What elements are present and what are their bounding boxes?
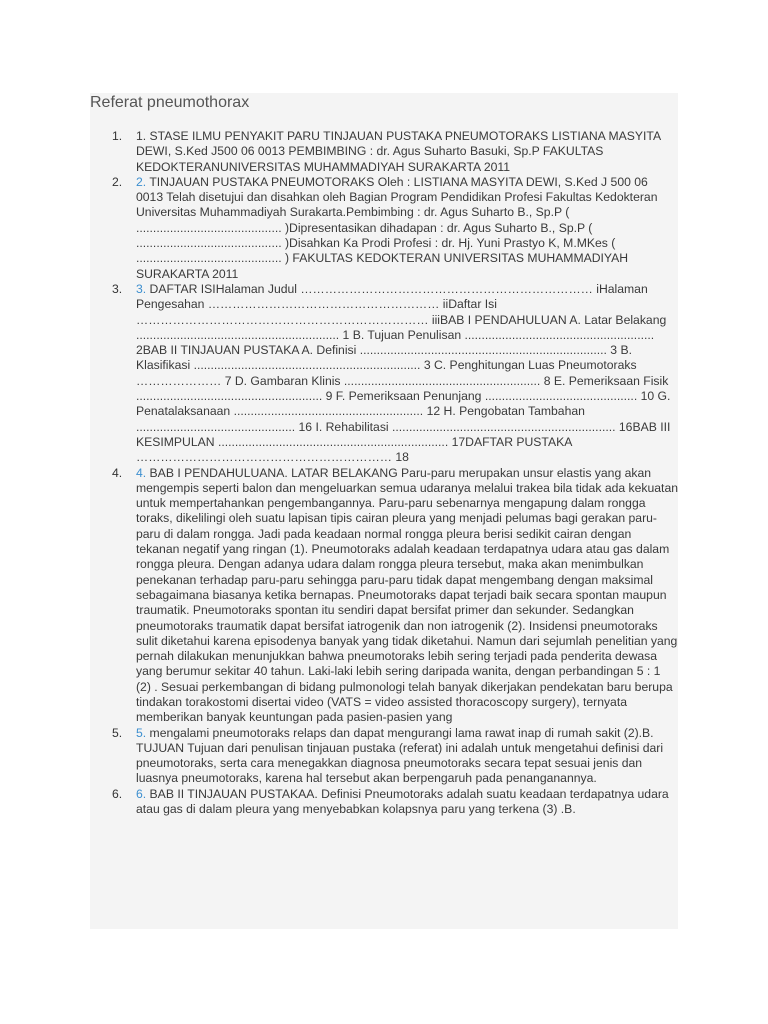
item-number: 5. — [112, 725, 123, 740]
item-text: BAB I PENDAHULUANA. LATAR BELAKANG Paru-paru merupakan unsur elastis yang akan mengempis seperti balon dan mengeluarkan semua udaranya melalui trakea bila tidak ada kekuatan untuk mempertahankan pengembangannya. Paru-paru sebenarnya mengapung dalam rongga toraks, dikelilingi oleh suatu lapisan tipis cairan pleura yang menjadi pelumas bagi gerakan paru-paru di dalam rongga. Jadi pada keadaan normal rongga pleura berisi sedikit cairan dengan tekanan negatif yang ringan (1). Pneumotoraks adalah keadaan terdapatnya udara atau gas dalam rongga pleura. Dengan adanya udara dalam rongga pleura tersebut, maka akan menimbulkan penekanan terhadap paru-paru sehingga paru-paru tidak dapat mengembang dengan maksimal sebagaimana biasanya ketika bernapas. Pneumotoraks dapat terjadi baik secara spontan maupun traumatik. Pneumotoraks spontan itu sendiri dapat bersifat primer dan sekunder. Sedangkan pneumotoraks traumatik dapat bersifat iatrogenik dan non iatrogenik (2). Insidensi pneumotoraks sulit diketahui karena episodenya banyak yang tidak diketahui. Namun dari sejumlah penelitian yang pernah dilakukan menunjukkan bahwa pneumotoraks lebih sering terjadi pada penderita dewasa yang berumur sekitar 40 tahun. Laki-laki lebih sering daripada wanita, dengan perbandingan 5 : 1 (2) . Sesuai perkembangan di bidang pulmonologi telah banyak dikerjakan pendekatan baru berupa tindakan torakostomi disertai video (VATS = video assisted thoracoscopy surgery), ternyata memberikan banyak keuntungan pada pasien-pasien yang — [136, 465, 678, 725]
item-number: 3. — [112, 281, 123, 296]
item-text: 1. STASE ILMU PENYAKIT PARU TINJAUAN PUSTAKA PNEUMOTORAKS LISTIANA MASYITA DEWI, S.Ked J500 06 0013 PEMBIMBING : dr. Agus Suharto Basuki, Sp.P FAKULTAS KEDOKTERANUNIVERSITAS MUHAMMADIYAH SURAKARTA 2011 — [136, 129, 661, 174]
page-link[interactable]: 5. — [136, 725, 147, 740]
list-item — [90, 129, 678, 175]
page-link[interactable]: 6. — [136, 786, 147, 801]
page-list — [90, 129, 678, 817]
item-number: 1. — [112, 129, 123, 143]
list-item — [90, 175, 678, 282]
item-number: 6. — [112, 786, 123, 801]
page-link[interactable]: 2. — [136, 174, 147, 189]
page-link[interactable]: 3. — [136, 281, 147, 296]
list-item — [90, 787, 678, 818]
item-text: DAFTAR ISIHalaman Judul ……………………………………………………………… iHalaman Pengesahan ………………………………………………… iiDaftar Isi ……………………………………………………………… iiiBAB I PENDAHULUAN A. Latar Belakang ............................................................ 1 B. Tujuan Penulisan ........................................................ 2BAB II TINJAUAN PUSTAKA A. Definisi ......................................................................... 3 B. Klasifikasi ................................................................... 3 C. Penghitungan Luas Pneumotoraks ………………… 7 D. Gambaran Klinis .......................................................... 8 E. Pemeriksaan Fisik ....................................................... 9 F. Pemeriksaan Penunjang ............................................. 10 G. Penatalaksanaan ........................................................ 12 H. Pengobatan Tambahan ............................................... 16 I. Rehabilitasi .................................................................. 16BAB III KESIMPULAN .................................................................... 17DAFTAR PUSTAKA ……………………………………………………… 18 — [136, 281, 671, 465]
document-panel — [90, 93, 678, 929]
document-title: Referat pneumothorax — [90, 94, 250, 111]
item-number: 4. — [112, 465, 123, 480]
list-item — [90, 726, 678, 787]
page-link[interactable]: 4. — [136, 465, 147, 480]
item-text: mengalami pneumotoraks relaps dan dapat mengurangi lama rawat inap di rumah sakit (2).B. TUJUAN Tujuan dari penulisan tinjauan pustaka (referat) ini adalah untuk mengetahui definisi dari pneumotoraks, serta cara menegakkan diagnosa pneumotoraks secara tepat sesuai jenis dan luasnya pneumotoraks, karena hal tersebut akan berpengaruh pada penanganannya. — [136, 725, 664, 786]
list-item — [90, 466, 678, 726]
item-text: BAB II TINJAUAN PUSTAKAA. Definisi Pneumotoraks adalah suatu keadaan terdapatnya udara atau gas di dalam pleura yang menyebabkan kolapsnya paru yang terkena (3) .B. — [136, 786, 669, 817]
item-number: 2. — [112, 174, 123, 189]
list-item — [90, 282, 678, 466]
item-text: TINJAUAN PUSTAKA PNEUMOTORAKS Oleh : LISTIANA MASYITA DEWI, S.Ked J 500 06 0013 Telah disetujui dan disahkan oleh Bagian Program Pendidikan Profesi Fakultas Kedokteran Universitas Muhammadiyah Surakarta.Pembimbing : dr. Agus Suharto B., Sp.P ( ........................................... )Dipresentasikan dihadapan : dr. Agus Suharto B., Sp.P ( ........................................... )Disahkan Ka Prodi Profesi : dr. Hj. Yuni Prastyo K, M.MKes ( ........................................... ) FAKULTAS KEDOKTERAN UNIVERSITAS MUHAMMADIYAH SURAKARTA 2011 — [136, 174, 658, 281]
